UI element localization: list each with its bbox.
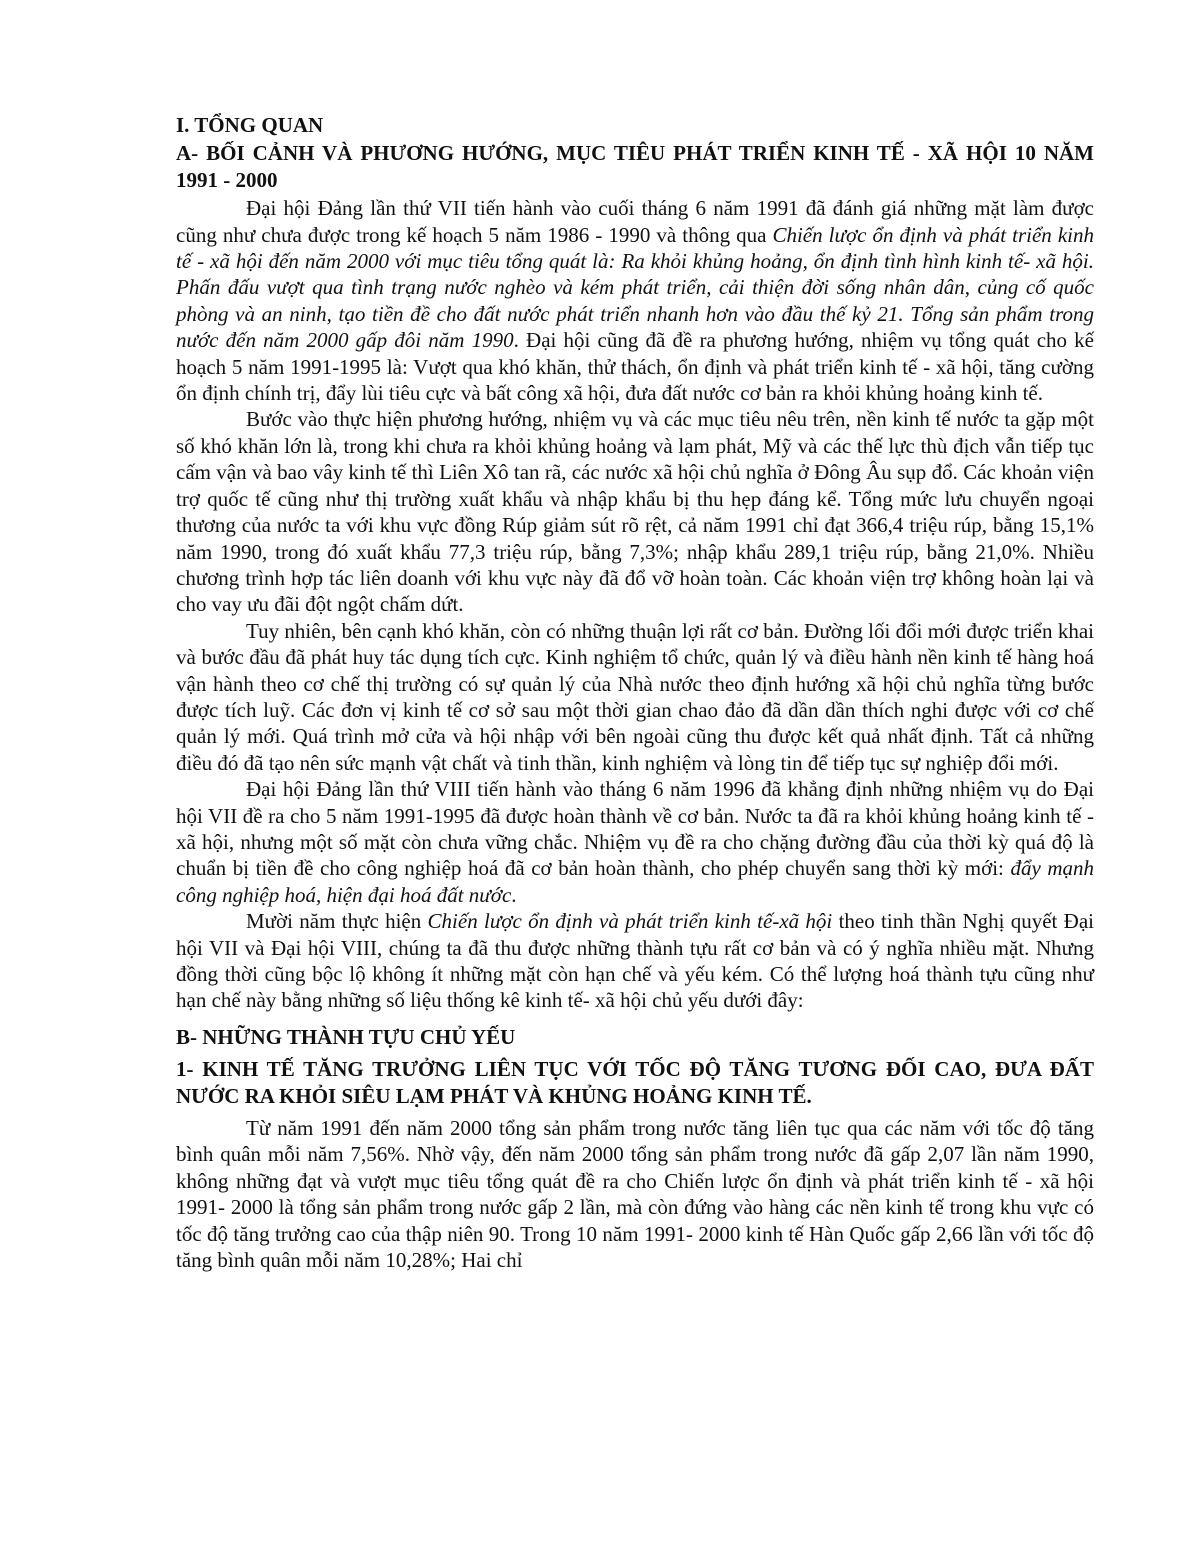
paragraph-5: [176, 908, 1094, 1014]
paragraph-5-italic: Chiến lược ổn định và phát triển kinh tế-xã hội: [427, 909, 833, 934]
paragraph-5-text-a: Mười năm thực hiện: [246, 909, 428, 934]
paragraph-6: Từ năm 1991 đến năm 2000 tổng sản phẩm trong nước tăng liên tục qua các năm với tốc độ tăng bình quân mỗi năm 7,56%. Nhờ vậy, đến năm 2000 tổng sản phẩm trong nước đã gấp 2,07 lần năm 1990, không những đạt và vượt mục tiêu tổng quát đề ra cho Chiến lược ổn định và phát triển kinh tế - xã hội 1991- 2000 là tổng sản phẩm trong nước gấp 2 lần, mà còn đứng vào hàng các nền kinh tế trong khu vực có tốc độ tăng trưởng cao của thập niên 90. Trong 10 năm 1991- 2000 kinh tế Hàn Quốc gấp 2,66 lần với tốc độ tăng bình quân mỗi năm 10,28%; Hai chỉ: [176, 1116, 1094, 1273]
paragraph-3: Tuy nhiên, bên cạnh khó khăn, còn có những thuận lợi rất cơ bản. Đường lối đổi mới được triển khai và bước đầu đã phát huy tác dụng tích cực. Kinh nghiệm tổ chức, quản lý và điều hành nền kinh tế hàng hoá vận hành theo cơ chế thị trường có sự quản lý của Nhà nước theo định hướng xã hội chủ nghĩa từng bước được tích luỹ. Các đơn vị kinh tế cơ sở sau một thời gian chao đảo đã dần dần thích nghi được với cơ chế quản lý mới. Quá trình mở cửa và hội nhập với bên ngoài cũng thu được kết quả nhất định. Tất cả những điều đó đã tạo nên sức mạnh vật chất và tinh thần, kinh nghiệm và lòng tin để tiếp tục sự nghiệp đổi mới.: [176, 618, 1094, 775]
paragraph-4-text-c: .: [511, 882, 517, 907]
paragraph-1-italic: Chiến lược ổn định và phát triển kinh tế - xã hội đến năm 2000 với mục tiêu tổng quát là: Ra khỏi khủng hoảng, ổn định tình hình kinh tế- xã hội. Phấn đấu vượt qua tình trạng nước nghèo và kém phát triển, cải thiện đời sống nhân dân, củng cố quốc phòng và an ninh, tạo tiền đề cho đất nước phát triển nhanh hơn vào đầu thế kỷ 21. Tổng sản phẩm trong nước đến năm 2000 gấp đôi năm 1990: [176, 222, 1094, 353]
paragraph-4: [176, 776, 1094, 908]
section-b-heading: B- NHỮNG THÀNH TỰU CHỦ YẾU: [176, 1024, 516, 1049]
paragraph-1: [176, 195, 1094, 406]
paragraph-2: Bước vào thực hiện phương hướng, nhiệm vụ và các mục tiêu nêu trên, nền kinh tế nước ta gặp một số khó khăn lớn là, trong khi chưa ra khỏi khủng hoảng và lạm phát, Mỹ và các thế lực thù địch vẫn tiếp tục cấm vận và bao vây kinh tế thì Liên Xô tan rã, các nước xã hội chủ nghĩa ở Đông Âu sụp đổ. Các khoản viện trợ quốc tế cũng như thị trường xuất khẩu và nhập khẩu bị thu hẹp đáng kể. Tổng mức lưu chuyển ngoại thương của nước ta với khu vực đồng Rúp giảm sút rõ rệt, cả năm 1991 chỉ đạt 366,4 triệu rúp, bằng 15,1% năm 1990, trong đó xuất khẩu 77,3 triệu rúp, bằng 7,3%; nhập khẩu 289,1 triệu rúp, bằng 21,0%. Nhiều chương trình hợp tác liên doanh với khu vực này đã đổ vỡ hoàn toàn. Các khoản viện trợ không hoàn lại và cho vay ưu đãi đột ngột chấm dứt.: [176, 407, 1094, 617]
paragraph-4-italic: đẩy mạnh công nghiệp hoá, hiện đại hoá đất nước: [176, 856, 1094, 907]
document-page: [176, 112, 1094, 1273]
paragraph-1-text-c: . Đại hội cũng đã đề ra phương hướng, nhiệm vụ tổng quát cho kế hoạch 5 năm 1991-1995 là: Vượt qua khó khăn, thử thách, ổn định và phát triển kinh tế - xã hội, tăng cường ổn định chính trị, đẩy lùi tiêu cực và bất công xã hội, đưa đất nước cơ bản ra khỏi khủng hoảng kinh tế.: [176, 328, 1095, 406]
paragraph-1-text-a: Đại hội Đảng lần thứ VII tiến hành vào cuối tháng 6 năm 1991 đã đánh giá những mặt làm được cũng như chưa được trong kế hoạch 5 năm 1986 - 1990 và thông qua: [176, 196, 1094, 247]
paragraph-4-text-a: Đại hội Đảng lần thứ VIII tiến hành vào tháng 6 năm 1996 đã khẳng định những nhiệm vụ do Đại hội VII đề ra cho 5 năm 1991-1995 đã được hoàn thành về cơ bản. Nước ta đã ra khỏi khủng hoảng kinh tế - xã hội, nhưng một số mặt còn chưa vững chắc. Nhiệm vụ đề ra cho chặng đường đầu của thời kỳ quá độ là chuẩn bị tiền đề cho công nghiệp hoá đã cơ bản hoàn thành, cho phép chuyển sang thời kỳ mới:: [176, 777, 1094, 881]
section-a-heading: A- BỐI CẢNH VÀ PHƯƠNG HƯỚNG, MỤC TIÊU PHÁT TRIỂN KINH TẾ - XÃ HỘI 10 NĂM 1991 - 2000: [176, 141, 1094, 192]
section-title: I. TỔNG QUAN: [176, 113, 324, 137]
paragraph-5-text-c: theo tinh thần Nghị quyết Đại hội VII và Đại hội VIII, chúng ta đã thu được những thành tựu rất cơ bản và có ý nghĩa nhiều mặt. Nhưng đồng thời cũng bộc lộ không ít những mặt còn hạn chế và yếu kém. Có thể lượng hoá thành tựu cũng như hạn chế này bằng những số liệu thống kê kinh tế- xã hội chủ yếu dưới đây:: [176, 909, 1095, 1013]
subsection-1-heading: 1- KINH TẾ TĂNG TRƯỞNG LIÊN TỤC VỚI TỐC ĐỘ TĂNG TƯƠNG ĐỐI CAO, ĐƯA ĐẤT NƯỚC RA KHỎI SIÊU LẠM PHÁT VÀ KHỦNG HOẢNG KINH TẾ.: [176, 1057, 1094, 1108]
